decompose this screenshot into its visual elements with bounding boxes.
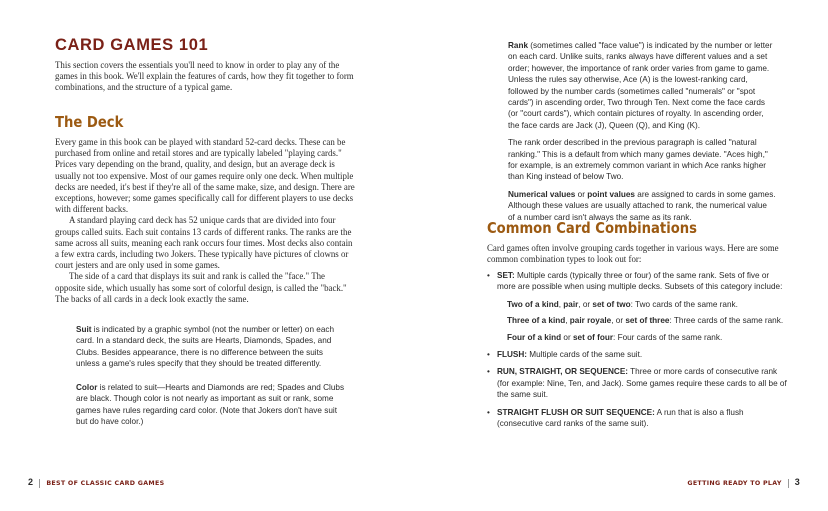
rank-definition: Rank (sometimes called "face value") is indicated by the number or letter on each card. Unlike suits, ranks always have different values and a set order; however, the importance of rank order varies from game to game. Unless the rules say otherwise, Ace (A) is the lowest-ranking card, followed by the number cards (sometimes called "numerals" or "spot cards") in ascending order, Two through Ten. Next come the face cards (or "court cards"), which contain pictures of royalty. In ascending order, the face cards are Jack (J), Queen (Q), and King (K). The rank order described in the previous paragraph is called "natural ranking." This is a default from which many games deviate. "Aces high," for example, is an extremely common variant in which Ace ranks higher than King instead of below Two. Numerical values or point values are assigned to cards in some games. Although these values are usually attached to rank, the numerical value of a number card isn't always the same as its rank.: [508, 41, 776, 222]
deck-body: [55, 137, 355, 305]
deck-paragraph-2: A standard playing card deck has 52 unique cards that are divided into four groups called suits. Each suit contains 13 cards of different ranks. The ranks are the same across all suits, meaning each rank occurs four times. Most decks also contain a few extra cards, including two Jokers. These typically have pictures of clowns or court jesters and are only used in some games.: [55, 215, 353, 271]
footer-separator: [788, 479, 789, 488]
list-item-set: • SET: Multiple cards (typically three or four) of the same rank. Sets of five or more are possible when using multiple decks. Subsets of this category include: Two of a kind, pair, or set of two: Two cards of the same rank. Three of a kind, pair royale, or set of three: Three cards of the same rank. Four of a kind or set of four: Four cards of the same rank.: [487, 270, 787, 343]
chapter-title-footer: GETTING READY TO PLAY: [687, 480, 782, 487]
footer-separator: [39, 479, 40, 488]
combo-heading-wrap: [487, 219, 787, 237]
deck-paragraph-3: The side of a card that displays its suit and rank is called the "face." The opposite side, which usually has some sort of colorful design, is called the "back." The backs of all cards in a deck look exactly the same.: [55, 271, 347, 304]
left-footer: [28, 477, 164, 488]
subitem-two-of-a-kind: Two of a kind, pair, or set of two: Two cards of the same rank.: [507, 299, 738, 309]
suit-definition: Suit is indicated by a graphic symbol (not the number or letter) on each card. In a standard deck, the suits are Hearts, Diamonds, Spades, and Clubs. Besides appearance, there is no difference between the suits unless a game's rules specify that they should be treated differently.: [76, 325, 335, 369]
subitem-three-of-a-kind: Three of a kind, pair royale, or set of three: Three cards of the same rank.: [507, 316, 784, 326]
page-title: CARD GAMES 101: [55, 36, 209, 54]
list-item-flush: • FLUSH: Multiple cards of the same suit.: [487, 349, 787, 360]
combo-intro: Card games often involve grouping cards together in various ways. Here are some common combination types to look out for:: [487, 243, 779, 265]
page-number-left: 2: [28, 477, 34, 487]
color-definition: Color is related to suit—Hearts and Diamonds are red; Spades and Clubs are black. Though color is not nearly as important as suit or rank, some games have rules regarding card color. (Note that Jokers don't have suit but do have color.): [76, 383, 345, 427]
deck-paragraph-1: Every game in this book can be played with standard 52-card decks. These can be purchased from online and retail stores and are typically labeled "playing cards." Prices vary depending on the brand, quality, and design, but an average deck is usually not too expensive. Most of our games require only one deck. When multiple decks are needed, it's best if they're all of the same make, size, and design. There are exceptions, however; some games specifically call for different players to use decks with different backs.: [55, 137, 355, 215]
book-title-footer: BEST OF CLASSIC CARD GAMES: [46, 480, 165, 487]
numerical-values-paragraph: Numerical values or point values are assigned to cards in some games. Although these values are usually attached to rank, the numerical value of a number card isn't always the same as its rank.: [508, 189, 776, 222]
list-item-run: • RUN, STRAIGHT, OR SEQUENCE: Three or more cards of consecutive rank (for example: Nine, Ten, and Jack). Some games require these cards to all be of the same suit.: [487, 366, 787, 400]
color-term: Color: [76, 383, 98, 392]
subitem-four-of-a-kind: Four of a kind or set of four: Four cards of the same rank.: [507, 332, 723, 342]
deck-heading-wrap: [55, 113, 355, 131]
page-number-right: 3: [794, 477, 800, 487]
combo-list: [487, 270, 787, 435]
deck-heading: The Deck: [55, 113, 124, 131]
natural-ranking-paragraph: The rank order described in the previous paragraph is called "natural ranking." This is a default from which many games deviate. "Aces high," for example, is an extremely common variant in which Ace ranks higher than King instead of below Two.: [508, 138, 768, 182]
intro-paragraph: This section covers the essentials you'll need to know in order to play any of the games in this book. We'll explain the features of cards, how they fit together to form combinations, and the structure of a typical game.: [55, 60, 354, 93]
right-footer: [687, 477, 800, 488]
right-page: [414, 0, 828, 511]
combo-heading: Common Card Combinations: [487, 219, 698, 237]
suit-term: Suit: [76, 325, 92, 334]
list-item-straight-flush: • STRAIGHT FLUSH OR SUIT SEQUENCE: A run that is also a flush (consecutive card ranks of the same suit).: [487, 407, 787, 430]
rank-term: Rank: [508, 41, 529, 50]
